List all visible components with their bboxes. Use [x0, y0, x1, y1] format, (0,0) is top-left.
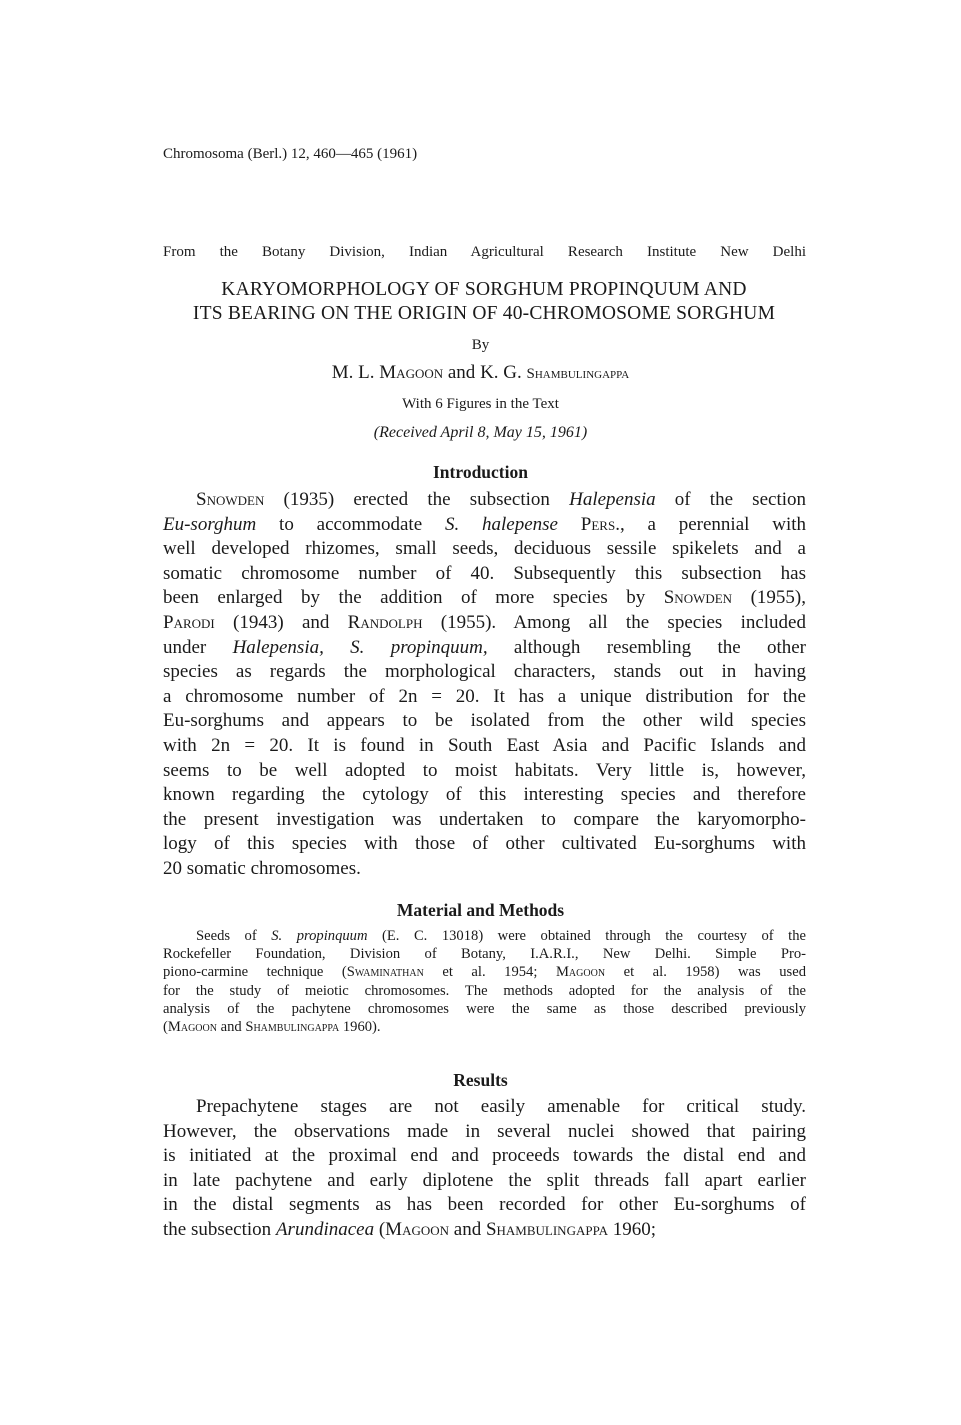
paper-title	[150, 278, 818, 326]
methods-text-segment: et al. 1958) was used	[605, 964, 806, 981]
results-line	[163, 1218, 806, 1243]
methods-text-segment: piono-carmine technique (	[163, 964, 347, 981]
introduction-text-segment: under	[163, 636, 233, 658]
author-2-name: Shambulingappa	[526, 366, 630, 382]
methods-text-segment: Rockefeller Foundation, Division of Botany, I.A.R.I., New Delhi. Simple Pro-	[163, 946, 806, 963]
introduction-line	[163, 857, 806, 882]
methods-text-segment: (E. C. 13018) were obtained through the courtesy of the	[367, 928, 806, 944]
introduction-text-segment: Parodi	[163, 611, 215, 633]
introduction-text-segment: of the section	[655, 489, 806, 510]
introduction-line	[163, 513, 806, 538]
introduction-text-segment: a chromosome number of 2n = 20. It has a unique distribution for the	[163, 685, 806, 707]
introduction-line	[163, 611, 806, 636]
introduction-text-segment: the present investigation was undertaken to compare the karyomorpho-	[163, 808, 806, 830]
introduction-line	[163, 488, 806, 513]
introduction-text-segment: Halepensia	[569, 489, 656, 510]
figures-note: With 6 Figures in the Text	[402, 396, 559, 412]
introduction-text-segment: with 2n = 20. It is found in South East Asia and Pacific Islands and	[163, 734, 806, 756]
introduction-line	[163, 537, 806, 562]
introduction-text-segment: known regarding the cytology of this interesting species and therefore	[163, 784, 806, 806]
methods-text-segment: analysis of the pachytene chromosomes were the same as those described previously	[163, 1000, 806, 1017]
introduction-text-segment: S. propinquum,	[350, 636, 488, 658]
introduction-text-segment: (1955). Among all the species included	[422, 611, 806, 633]
introduction-line	[163, 685, 806, 710]
introduction-text-segment: seems to be well adopted to moist habitats. Very little is, however,	[163, 759, 806, 781]
introduction-text-segment: Eu-sorghum	[163, 513, 257, 535]
methods-text-segment: S. propinquum	[271, 928, 368, 944]
author-and: and	[447, 362, 476, 383]
by-label: By	[471, 337, 490, 353]
methods-text-segment: 1960).	[339, 1019, 381, 1036]
results-paragraph	[163, 1095, 806, 1243]
title-line-1: KARYOMORPHOLOGY OF SORGHUM PROPINQUUM AND	[221, 279, 747, 300]
introduction-line	[163, 832, 806, 857]
methods-line	[163, 927, 806, 945]
section-heading-methods: Material and Methods	[396, 900, 565, 920]
introduction-line	[163, 783, 806, 808]
introduction-line	[163, 808, 806, 833]
methods-paragraph	[163, 927, 806, 1036]
introduction-text-segment: somatic chromosome number of 40. Subsequently this subsection has	[163, 562, 806, 584]
title-line-2: ITS BEARING ON THE ORIGIN OF 40-CHROMOSOME SORGHUM	[192, 303, 776, 324]
methods-text-segment: Magoon	[555, 964, 606, 981]
methods-line	[163, 982, 806, 1000]
results-text-segment: (	[374, 1218, 386, 1240]
methods-text-segment: et al. 1954;	[423, 964, 556, 981]
author-1-initials: M. L.	[331, 362, 375, 383]
introduction-text-segment: (1935) erected the subsection	[264, 489, 570, 510]
results-text-segment: is initiated at the proximal end and proceeds towards the distal end and	[163, 1145, 806, 1167]
introduction-text-segment: logy of this species with those of other cultivated Eu-sorghums with	[163, 833, 806, 855]
methods-text-segment: Magoon	[167, 1019, 217, 1036]
methods-text-segment: Shambulingappa	[245, 1019, 340, 1036]
authors	[0, 362, 961, 384]
introduction-text-segment: , a perennial with	[619, 513, 807, 535]
author-2-initials: K. G.	[480, 362, 522, 383]
results-text-segment: Prepachytene stages are not easily amenable for critical study.	[196, 1096, 806, 1117]
introduction-text-segment	[558, 514, 581, 535]
section-heading-results: Results	[453, 1070, 508, 1090]
introduction-line	[163, 709, 806, 734]
methods-text-segment: Swaminathan	[346, 964, 424, 981]
introduction-text-segment: 20 somatic chromosomes.	[163, 857, 361, 879]
introduction-text-segment: S. halepense	[444, 513, 558, 535]
introduction-line	[163, 636, 806, 661]
received-date: (Received April 8, May 15, 1961)	[373, 424, 588, 441]
methods-text-segment: and	[216, 1019, 246, 1036]
introduction-text-segment: Randolph	[347, 611, 423, 633]
results-text-segment: the subsection	[163, 1218, 276, 1240]
results-line	[163, 1095, 806, 1120]
author-1-name: Magoon	[379, 362, 444, 383]
methods-line	[163, 1018, 806, 1036]
introduction-text-segment: been enlarged by the addition of more species by	[163, 587, 664, 609]
introduction-text-segment: species as regards the morphological characters, stands out in having	[163, 661, 806, 683]
results-text-segment: Magoon	[385, 1218, 450, 1240]
introduction-text-segment	[324, 637, 350, 658]
methods-text-segment: for the study of meiotic chromosomes. The methods adopted for the analysis of the	[163, 982, 806, 999]
results-text-segment: and	[449, 1218, 486, 1240]
introduction-text-segment: although resembling the other	[487, 636, 806, 658]
results-text-segment: However, the observations made in several nuclei showed that pairing	[163, 1120, 806, 1142]
methods-text-segment: Seeds of	[196, 928, 272, 944]
section-heading-introduction: Introduction	[433, 462, 528, 482]
methods-text-segment: (	[163, 1019, 168, 1036]
introduction-text-segment: Pers.	[580, 513, 620, 535]
journal-citation: Chromosoma (Berl.) 12, 460—465 (1961)	[163, 146, 418, 162]
results-text-segment: Shambulingappa	[485, 1218, 609, 1240]
introduction-line	[163, 759, 806, 784]
introduction-line	[163, 660, 806, 685]
results-line	[163, 1144, 806, 1169]
introduction-line	[163, 562, 806, 587]
introduction-text-segment: (1955),	[732, 587, 806, 609]
results-line	[163, 1193, 806, 1218]
introduction-text-segment: to accommodate	[256, 513, 445, 535]
introduction-text-segment: Snowden	[663, 587, 733, 609]
results-text-segment: Arundinacea	[275, 1218, 375, 1240]
methods-line	[163, 945, 806, 963]
methods-line	[163, 1000, 806, 1018]
introduction-text-segment: Eu-sorghums and appears to be isolated from the other wild species	[163, 710, 806, 732]
affiliation: From the Botany Division, Indian Agricultural Research Institute New Delhi	[163, 244, 806, 260]
introduction-text-segment: well developed rhizomes, small seeds, deciduous sessile spikelets and a	[163, 538, 806, 560]
introduction-text-segment: Snowden	[196, 489, 265, 510]
results-line	[163, 1120, 806, 1145]
results-text-segment: in the distal segments as has been recorded for other Eu-sorghums of	[163, 1194, 806, 1216]
introduction-line	[163, 734, 806, 759]
results-text-segment: in late pachytene and early diplotene the split threads fall apart earlier	[163, 1169, 806, 1191]
results-text-segment: 1960;	[608, 1218, 657, 1240]
introduction-paragraph	[163, 488, 806, 882]
methods-line	[163, 963, 806, 981]
introduction-text-segment: Halepensia,	[232, 636, 324, 658]
introduction-line	[163, 586, 806, 611]
introduction-text-segment: (1943) and	[214, 611, 348, 633]
results-line	[163, 1169, 806, 1194]
